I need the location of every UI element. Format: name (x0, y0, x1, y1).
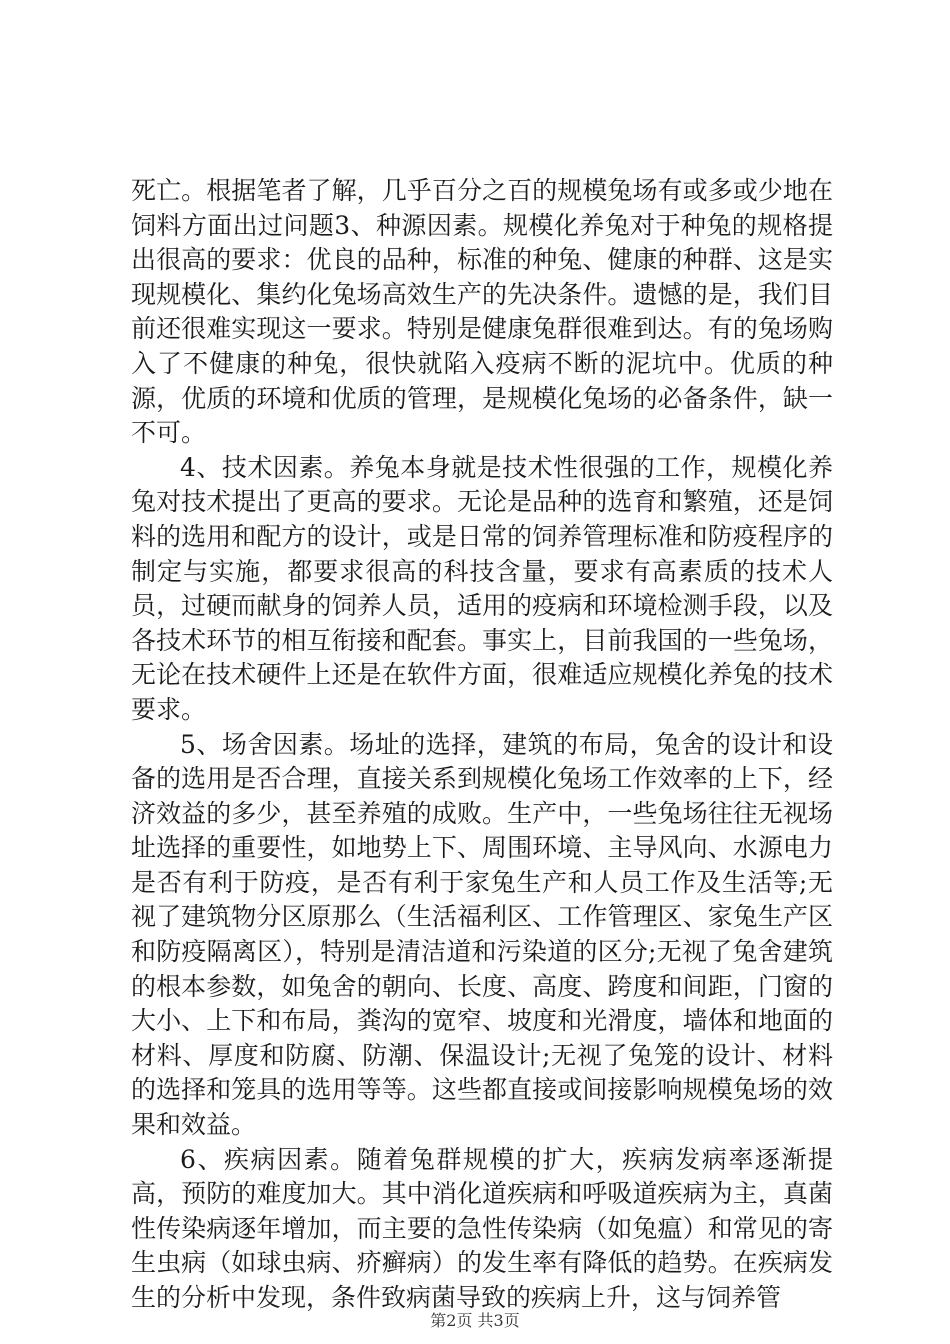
paragraph-continuation: 死亡。根据笔者了解，几乎百分之百的规模兔场有或多或少地在饲料方面出过问题3、种源因素。规模化养兔对于种兔的规格提出很高的要求：优良的品种，标准的种兔、健康的种群、这是实现规模化、集约化兔场高效生产的先决条件。遗憾的是，我们目前还很难实现这一要求。特别是健康兔群很难到达。有的兔场购入了不健康的种兔，很快就陷入疫病不断的泥坑中。优质的种源，优质的环境和优质的管理，是规模化兔场的必备条件，缺一不可。 (131, 176, 833, 448)
paragraph-facility-factors: 5、场舍因素。场址的选择，建筑的布局，兔舍的设计和设备的选用是否合理，直接关系到规模化兔场工作效率的上下，经济效益的多少，甚至养殖的成败。生产中，一些兔场往往无视场址选择的重要性，如地势上下、周围环境、主导风向、水源电力是否有利于防疫，是否有利于家兔生产和人员工作及生活等;无视了建筑物分区原那么（生活福利区、工作管理区、家兔生产区和防疫隔离区），特别是清洁道和污染道的区分;无视了兔舍建筑的根本参数，如兔舍的朝向、长度、高度、跨度和间距，门窗的大小、上下和布局，粪沟的宽窄、坡度和光滑度，墙体和地面的材料、厚度和防腐、防潮、保温设计;无视了兔笼的设计、材料的选择和笼具的选用等等。这些都直接或间接影响规模兔场的效果和效益。 (131, 729, 833, 1140)
paragraph-disease-factors: 6、疾病因素。随着兔群规模的扩大，疾病发病率逐渐提高，预防的难度加大。其中消化道疾病和呼吸道疾病为主，真菌性传染病逐年增加，而主要的急性传染病（如兔瘟）和常见的寄生虫病（如球虫病、疥癣病）的发生率有降低的趋势。在疾病发生的分析中发现，条件致病菌导致的疾病上升，这与饲养管 (131, 1144, 833, 1312)
page-number-footer: 第2页 共3页 (430, 1311, 520, 1330)
document-body (131, 174, 833, 1316)
paragraph-technical-factors: 4、技术因素。养兔本身就是技术性很强的工作，规模化养兔对技术提出了更高的要求。无论是品种的选育和繁殖，还是饲料的选用和配方的设计，或是日常的饲养管理标准和防疫程序的制定与实施，都要求很高的科技含量，要求有高素质的技术人员，过硬而献身的饲养人员，适用的疫病和环境检测手段，以及各技术环节的相互衔接和配套。事实上，目前我国的一些兔场，无论在技术硬件上还是在软件方面，很难适应规模化养兔的技术要求。 (131, 452, 833, 724)
